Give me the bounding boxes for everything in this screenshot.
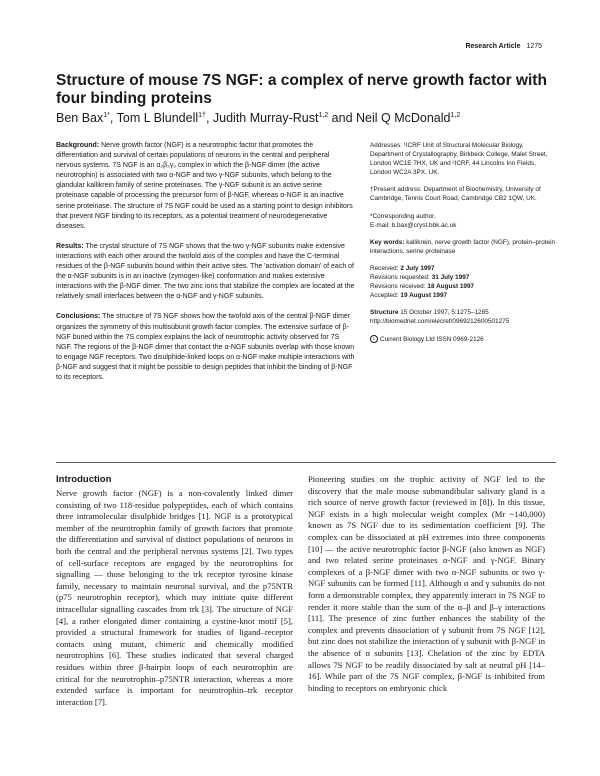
section-divider	[56, 462, 556, 463]
accepted-label: Accepted:	[370, 292, 399, 300]
page-number: 1275	[526, 43, 542, 50]
running-header	[465, 43, 542, 50]
body-column-left	[56, 474, 293, 708]
abstract-results	[56, 242, 356, 303]
author-name: and Neil Q McDonald	[328, 111, 451, 126]
author-affiliation: 1,2	[318, 112, 329, 119]
author-name: , Judith Murray-Rust	[205, 111, 319, 126]
author-name: Ben Bax	[56, 111, 104, 126]
keywords	[370, 238, 558, 256]
section-label: Research Article	[465, 43, 521, 50]
addresses: Addresses: ¹ICRF Unit of Structural Molecular Biology, Department of Crystallography, Birkbeck College, Malet Street, London WC1E 7HX, UK and ²ICRF, 44 Lincolns Inn Fields, London WC2A 3PX, UK.	[370, 142, 548, 177]
author-name: , Tom L Blundell	[109, 111, 199, 126]
article-url[interactable]: http://biomednet.com/elecref/0969212600501275	[370, 318, 510, 326]
copyright-text: Current Biology Ltd ISSN 0969-2126	[380, 335, 484, 343]
article-sidebar	[370, 141, 558, 352]
accepted-date: 19 August 1997	[400, 292, 448, 300]
keywords-text: kallikrein, nerve growth factor (NGF), protein–protein interactions, serine proteinase	[370, 238, 556, 255]
email-address[interactable]: E-mail: b.bax@cryst.bbk.ac.uk	[370, 221, 457, 229]
body-paragraph: Pioneering studies on the trophic activity of NGF led to the discovery that the male mouse submandibular salivary gland is a rich source of nerve growth factor (reviewed in [8]). In this tissue, NGF exists in a high molecular weight complex (Mr ~140,000) known as 7S NGF due to its sedimentation coefficient [9]. The complex can be dissociated at pH extremes into three components [10] — the active neurotrophic factor β-NGF (also known as NGF) and two related serine proteinases α-NGF and γ-NGF. Binary complexes of a β-NGF dimer with two α-NGF subunits or two γ-NGF subunits can be formed [11]. Although α and γ subunits do not form a demonstrable complex, they apparently interact in 7S NGF to render it more stable than the sum of the α–β and β–γ interactions [11]. The presence of zinc further enhances the stability of the complex and prevents dissociation of γ subunit from 7S NGF [12], but zinc does not stabilize the interaction of γ subunit with β-NGF in the absence of α subunits [13]. Chelation of the zinc by EDTA allows 7S NGF to be readily dissociated by salt at neutral pH [14–16]. While part of the 7S NGF complex, β-NGF is inhibited from binding to receptors on embryonic chick	[308, 474, 545, 693]
copyright	[370, 335, 558, 344]
keywords-label: Key words:	[370, 238, 405, 246]
revisions-received-label: Revisions received:	[370, 283, 426, 291]
author-affiliation: 1,2	[450, 112, 461, 119]
revisions-requested-date: 31 July 1997	[431, 274, 470, 282]
received-date: 2 July 1997	[400, 264, 435, 272]
abstract	[56, 141, 356, 393]
abstract-background	[56, 141, 356, 232]
history-dates	[370, 264, 558, 300]
citation-ref: 15 October 1997, 5:1275–1285	[400, 309, 489, 317]
corresponding-author: *Corresponding author.	[370, 212, 436, 220]
abstract-text: The structure of 7S NGF shows how the twofold axis of the central β-NGF dimer organizes the symmetry of this multisubunit growth factor complex. The extensive surface of β-NGF buried within the 7S complex explains the lack of neurotrophic activity observed for 7S NGF. The regions of the β-NGF dimer that contact the α-NGF subunits overlap with those known to engage NGF receptors. Two disulphide-linked loops on α-NGF make multiple interactions with β-NGF and suggest that it might be possible to design peptides that inhibit the binding of β-NGF to its receptors.	[56, 313, 355, 381]
body-paragraph: Nerve growth factor (NGF) is a non-covalently linked dimer consisting of two 118-residue polypeptides, each of which contains three intramolecular disulphide bridges [1]. NGF is a prototypical member of the neurotrophin family of growth factors that promote the differentiation and survival of distinct populations of neurons in both the central and the peripheral nervous systems [2]. Two types of cell-surface receptors are engaged by the neurotrophins for signalling — those belonging to the trk receptor tyrosine kinase family, necessary to maintain neuronal survival, and the p75NTR (p75 neurotrophin receptor), which may initiate quite different intracellular signalling cascades from trk [3]. The structure of NGF [4], a rather elongated dimer containing a cystine-knot motif [5], provided a structural framework for studies of ligand–receptor contacts using mutant, chimeric and chemically modified neurotrophins [6]. These studies indicated that several charged residues within three β-hairpin loops of each neurotrophin are critical for the neurotrophin–p75NTR interaction, whereas a more extended surface is important for neurotrophin–trk receptor interaction [7].	[56, 488, 293, 707]
revisions-requested-label: Revisions requested:	[370, 274, 430, 282]
correspondence	[370, 212, 558, 230]
abstract-conclusions	[56, 312, 356, 383]
journal-name: Structure	[370, 309, 399, 317]
author-affiliation: 1†	[198, 112, 206, 119]
received-label: Received:	[370, 264, 399, 272]
abstract-text: Nerve growth factor (NGF) is a neurotrophic factor that promotes the differentiation and survival of certain populations of neurons in the central and peripheral nervous systems. 7S NGF is an α₂β₂γ₂ complex in which the β-NGF dimer (the active neurotrophin) is associated with two α-NGF and two γ-NGF subunits, which belong to the glandular kallikrein family of serine proteinases. The γ-NGF subunit is an active serine proteinase capable of processing the precursor form of β-NGF, whereas α-NGF is an inactive serine proteinase. The structure of 7S NGF could be used as a starting point to design inhibitors that prevent NGF binding to its receptors, as a potential treatment of neurodegenerative diseases.	[56, 142, 353, 230]
citation	[370, 308, 558, 326]
abstract-text: The crystal structure of 7S NGF shows that the two γ-NGF subunits make extensive interactions with each other around the twofold axis of the complex and have the C-terminal residues of the β-NGF subunits bound within their active sites. The 'activation domain' of each of the α-NGF subunits is in an inactive (zymogen-like) conformation and makes extensive interactions with the β-NGF dimer. The two zinc ions that stabilize the complex are located at the relatively small interfaces between the α-NGF and γ-NGF subunits.	[56, 242, 355, 301]
section-heading: Introduction	[56, 474, 112, 485]
abstract-label: Conclusions:	[56, 313, 101, 321]
author-list	[56, 108, 556, 126]
revisions-received-date: 18 August 1997	[427, 283, 475, 291]
author-affiliation: 1*	[103, 112, 110, 119]
body-column-right	[308, 474, 545, 694]
abstract-label: Results:	[56, 242, 84, 250]
present-address: †Present address: Department of Biochemistry, University of Cambridge, Tennis Court Road, Cambridge CB2 1QW, UK.	[370, 186, 541, 203]
copyright-icon: c	[370, 335, 378, 343]
article-title: Structure of mouse 7S NGF: a complex of nerve growth factor with four binding proteins	[56, 72, 547, 107]
abstract-label: Background:	[56, 142, 100, 149]
